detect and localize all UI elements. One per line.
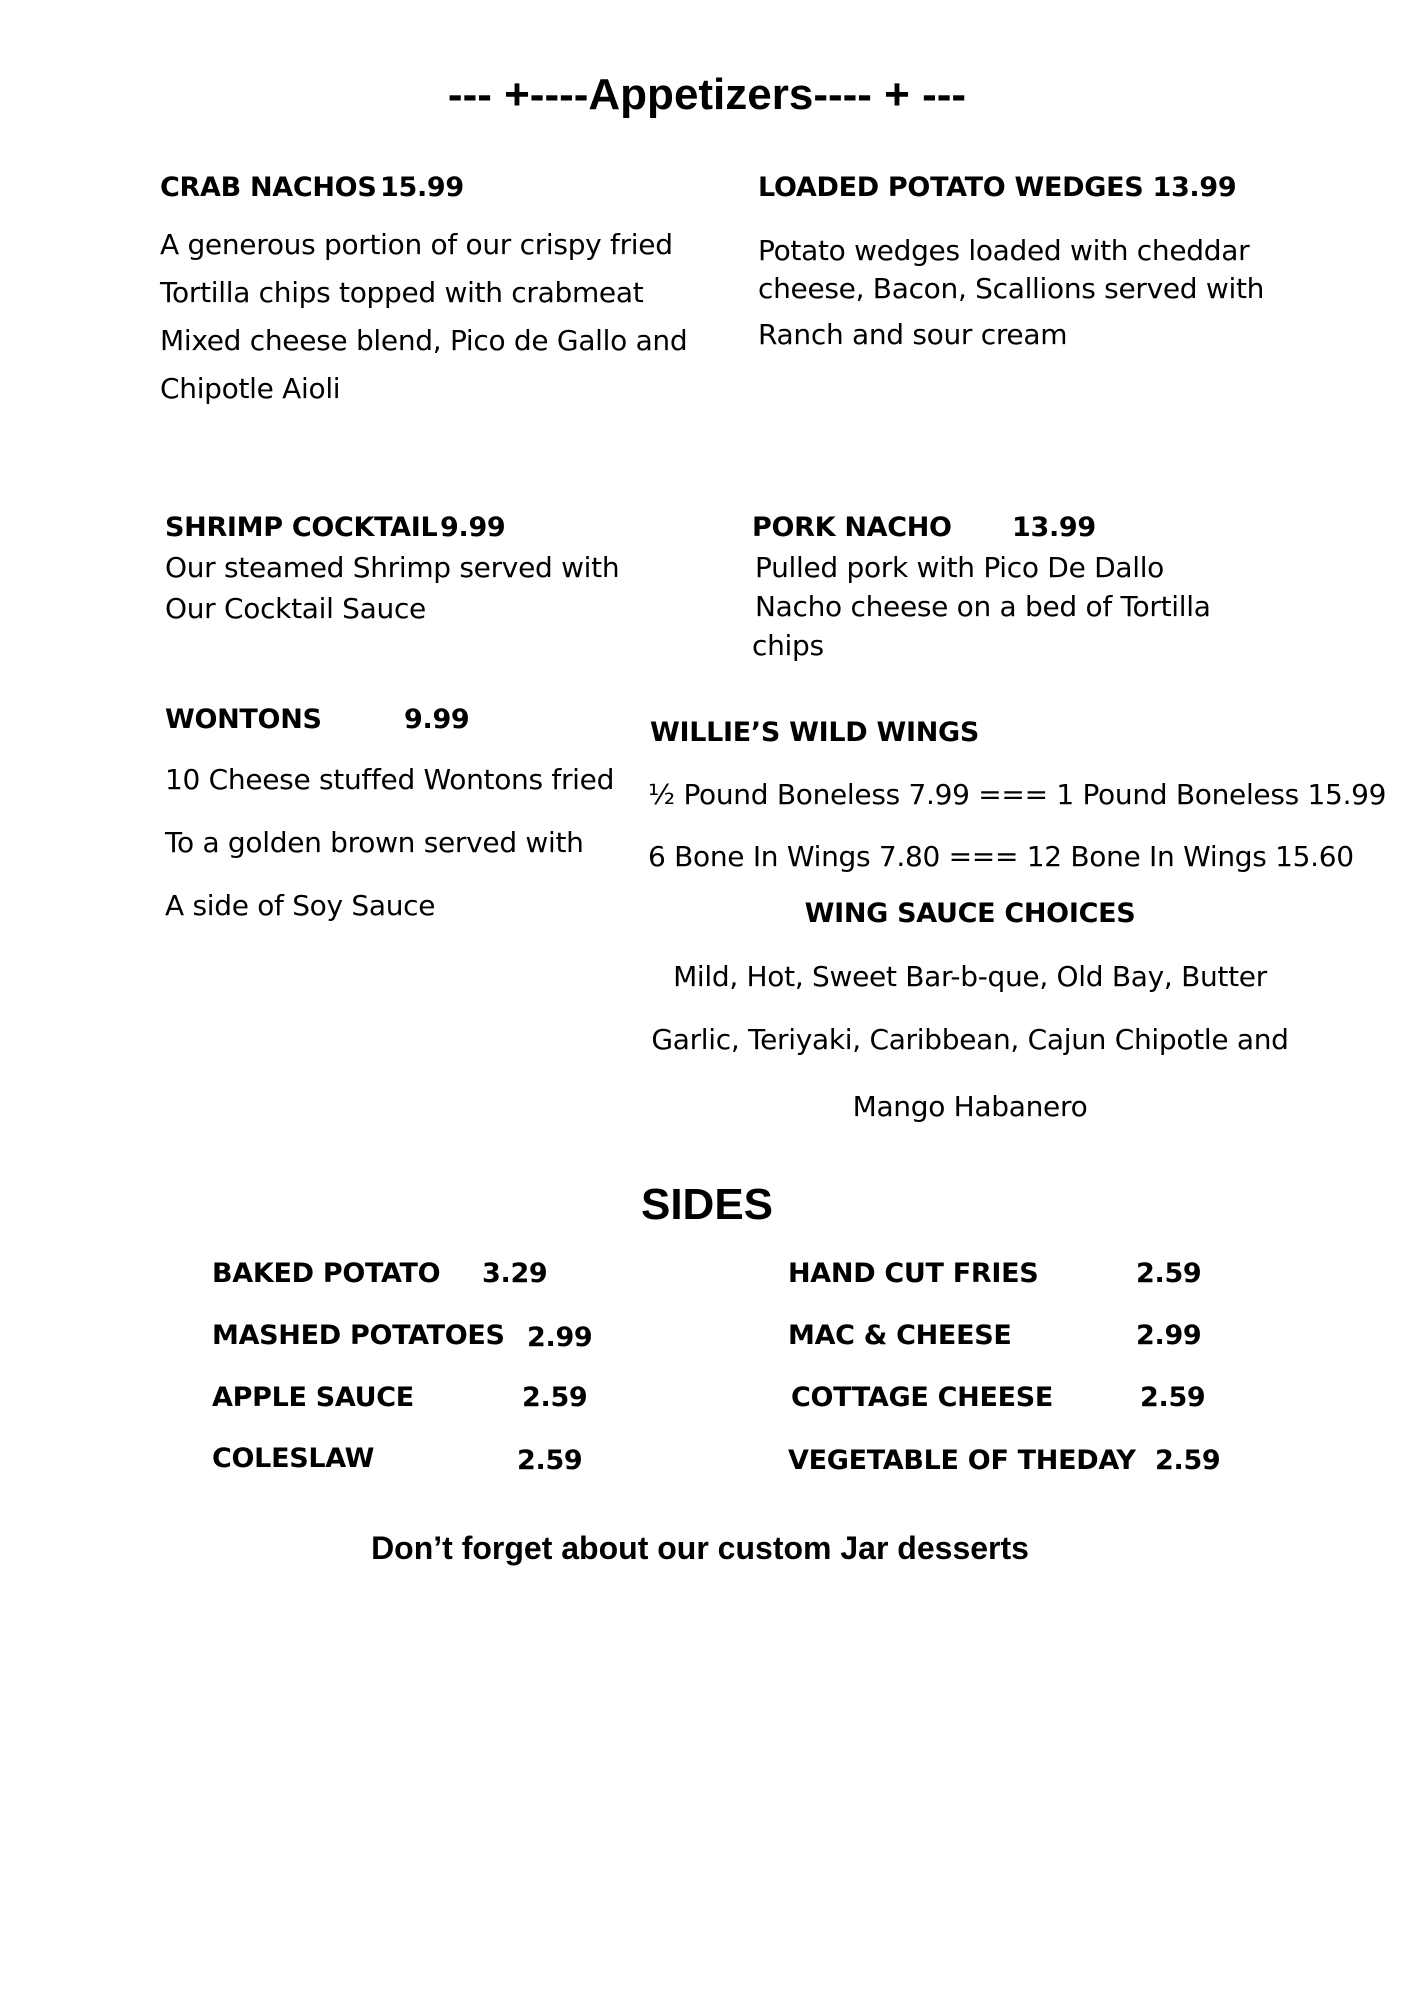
loaded-potato-wedges-desc-line: cheese, Bacon, Scallions served with (758, 272, 1265, 305)
shrimp-cocktail-desc-line: Our steamed Shrimp served with (165, 551, 620, 584)
wontons-desc-line: 10 Cheese stuffed Wontons fried (165, 763, 615, 796)
wing-sauce-line: Mild, Hot, Sweet Bar-b-que, Old Bay, Butter (673, 960, 1267, 993)
side-name: COTTAGE CHEESE (791, 1382, 1054, 1413)
side-name: BAKED POTATO (212, 1258, 441, 1289)
wontons-desc-line: To a golden brown served with (165, 826, 584, 859)
crab-nachos-desc-line: A generous portion of our crispy fried (160, 228, 673, 261)
shrimp-cocktail-price: 9.99 (440, 512, 506, 543)
side-price: 2.99 (1136, 1320, 1202, 1351)
crab-nachos-desc-line: Chipotle Aioli (160, 372, 341, 405)
pork-nacho-desc-line: chips (752, 629, 824, 662)
side-name: COLESLAW (212, 1443, 375, 1474)
side-name: MASHED POTATOES (212, 1320, 505, 1351)
crab-nachos-desc-line: Mixed cheese blend, Pico de Gallo and (160, 324, 688, 357)
shrimp-cocktail-desc-line: Our Cocktail Sauce (165, 592, 426, 625)
jar-desserts-note: Don’t forget about our custom Jar desserts (371, 1530, 1029, 1566)
wing-sauce-line: Garlic, Teriyaki, Caribbean, Cajun Chipotle and (651, 1023, 1289, 1056)
loaded-potato-wedges-desc-line: Ranch and sour cream (758, 318, 1068, 351)
side-price: 2.59 (517, 1445, 583, 1476)
wings-price-line: ½ Pound Boneless 7.99 === 1 Pound Boneless 15.99 (648, 778, 1387, 811)
appetizers-heading: --- +----Appetizers---- + --- (447, 70, 967, 119)
crab-nachos-price: 15.99 (380, 172, 464, 203)
side-price: 2.59 (522, 1382, 588, 1413)
wing-sauce-heading: WING SAUCE CHOICES (804, 898, 1136, 929)
crab-nachos-desc-line: Tortilla chips topped with crabmeat (160, 276, 644, 309)
side-price: 2.59 (1155, 1445, 1221, 1476)
loaded-potato-wedges-title: LOADED POTATO WEDGES 13.99 (758, 172, 1237, 203)
wings-price-line: 6 Bone In Wings 7.80 === 12 Bone In Wings 15.60 (648, 840, 1354, 873)
pork-nacho-title: PORK NACHO (752, 512, 952, 543)
wontons-desc-line: A side of Soy Sauce (165, 889, 436, 922)
side-name: MAC & CHEESE (788, 1320, 1012, 1351)
pork-nacho-price: 13.99 (1012, 512, 1096, 543)
loaded-potato-wedges-desc-line: Potato wedges loaded with cheddar (758, 234, 1250, 267)
wings-title: WILLIE’S WILD WINGS (650, 717, 980, 748)
side-price: 2.59 (1136, 1258, 1202, 1289)
wontons-title: WONTONS (165, 704, 322, 735)
side-name: APPLE SAUCE (212, 1382, 414, 1413)
shrimp-cocktail-title: SHRIMP COCKTAIL (165, 512, 438, 543)
wontons-price: 9.99 (404, 704, 470, 735)
side-name: VEGETABLE OF THEDAY (788, 1445, 1136, 1476)
wing-sauce-line: Mango Habanero (852, 1090, 1088, 1123)
pork-nacho-desc-line: Pulled pork with Pico De Dallo (755, 551, 1165, 584)
side-price: 2.99 (527, 1322, 593, 1353)
crab-nachos-title: CRAB NACHOS (160, 172, 377, 203)
side-name: HAND CUT FRIES (788, 1258, 1039, 1289)
side-price: 3.29 (482, 1258, 548, 1289)
side-price: 2.59 (1140, 1382, 1206, 1413)
pork-nacho-desc-line: Nacho cheese on a bed of Tortilla (755, 590, 1211, 623)
sides-heading: SIDES (640, 1180, 774, 1229)
